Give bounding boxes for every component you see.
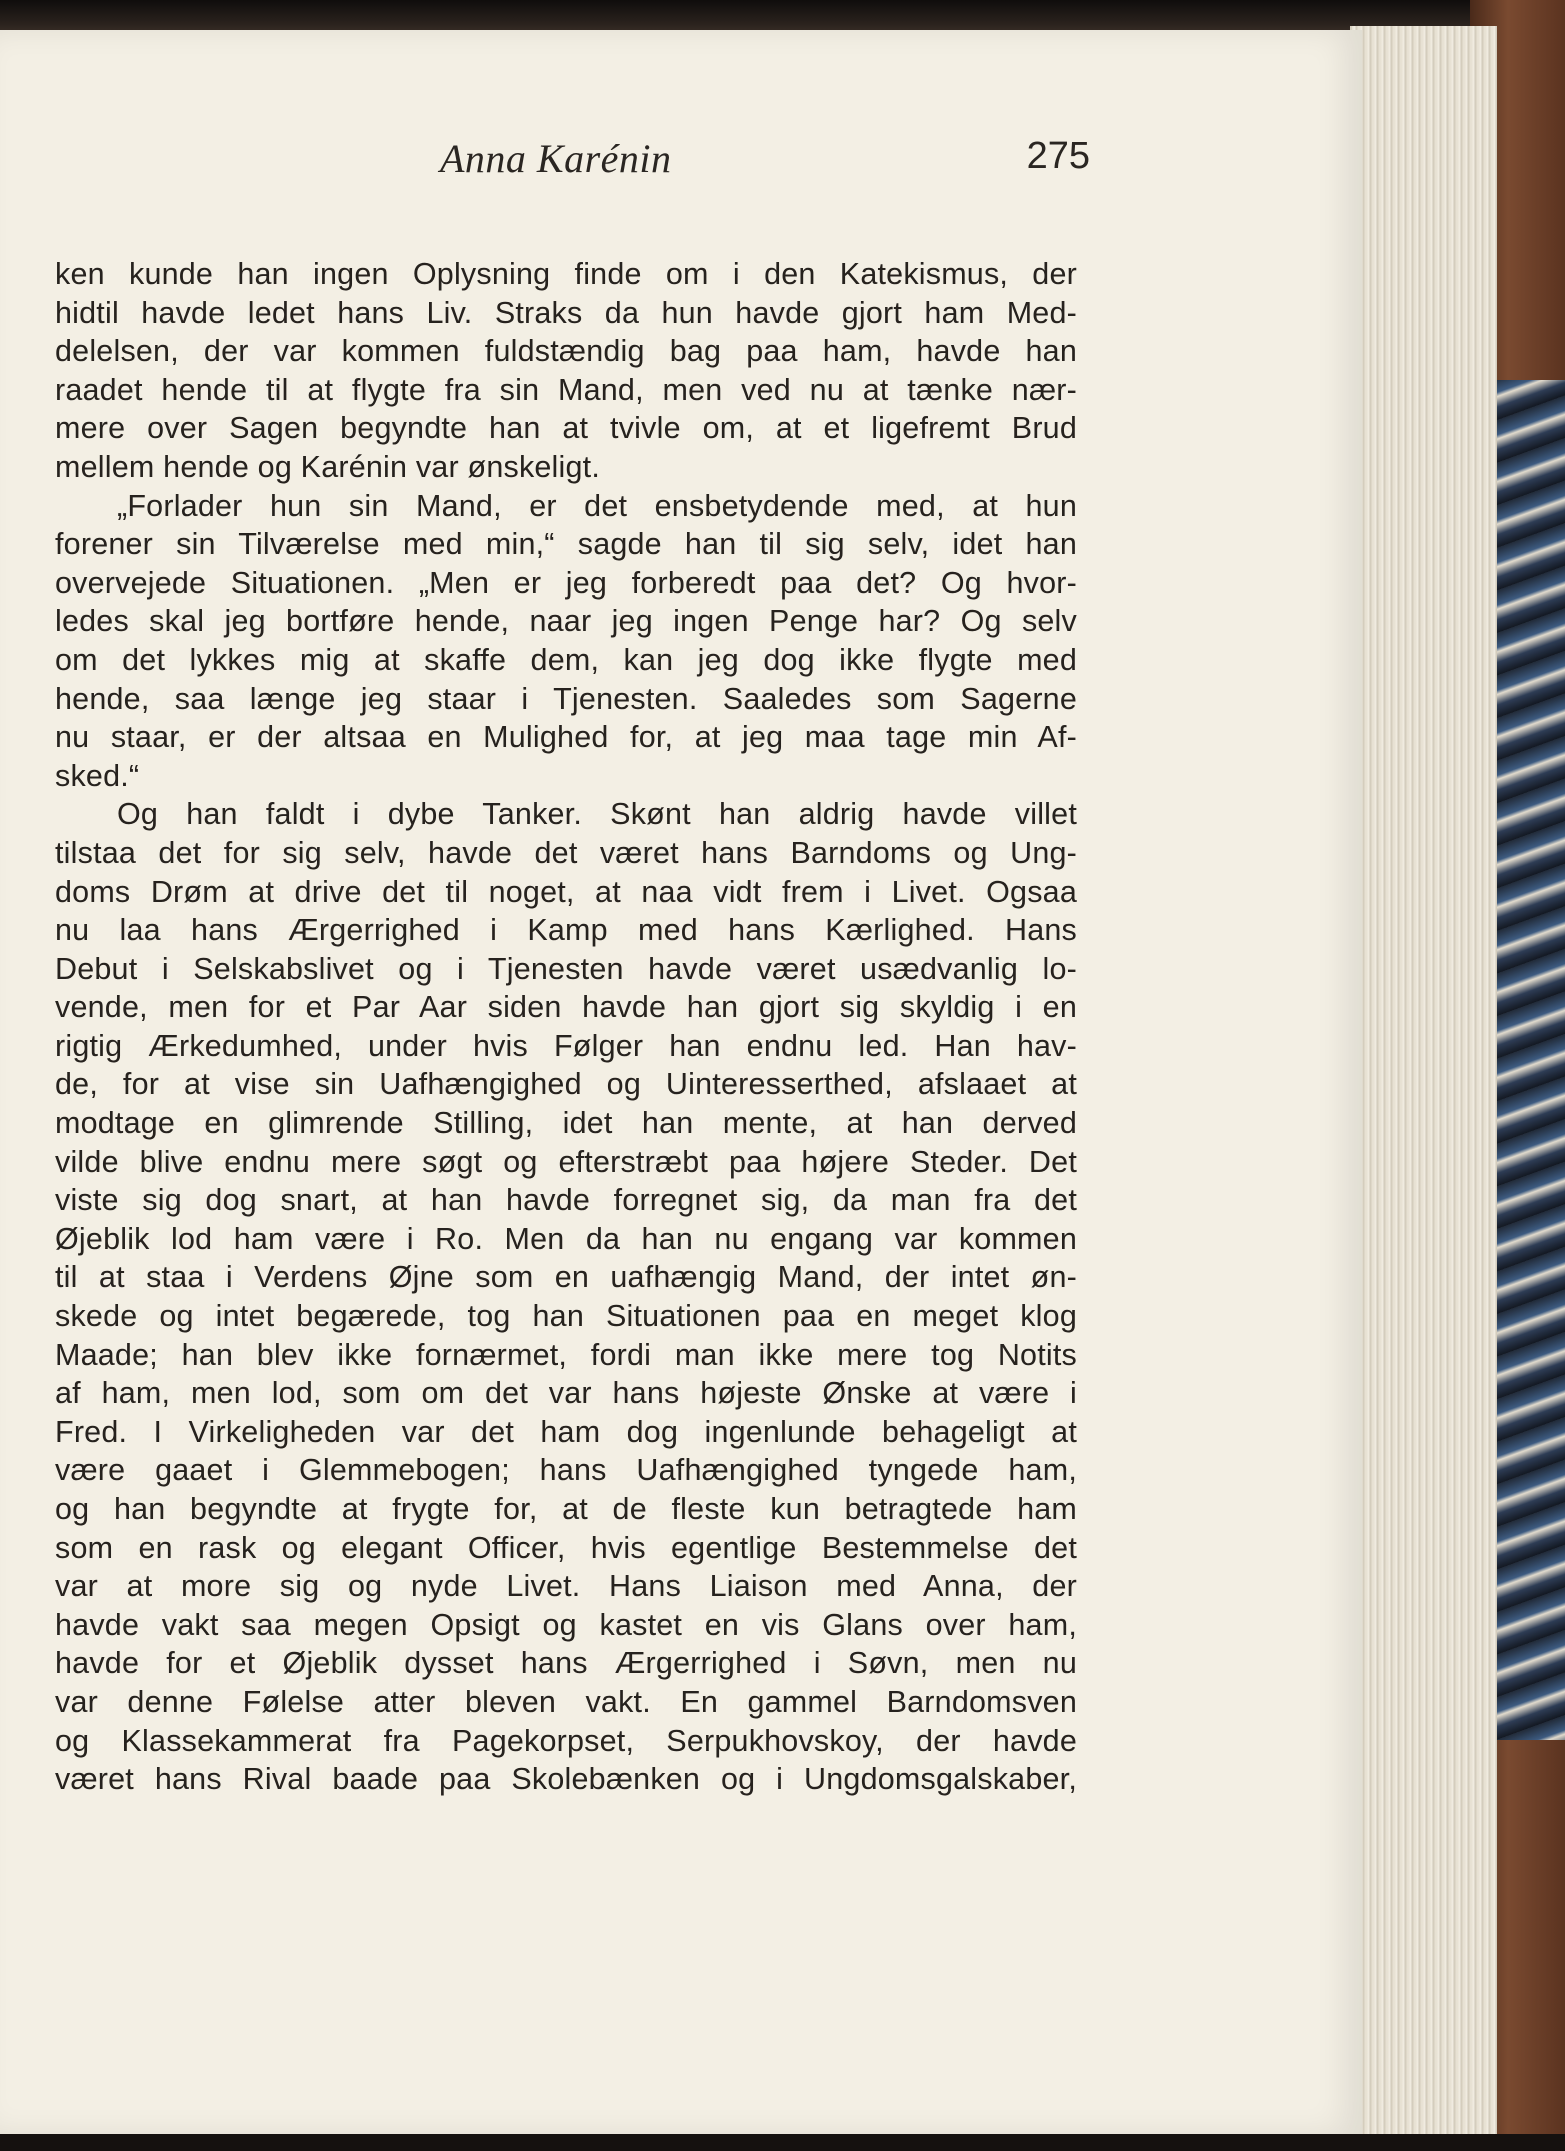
text-line: Øjeblik lod ham være i Ro. Men da han nu engang var kommen bbox=[55, 1221, 1077, 1256]
text-line: raadet hende til at flygte fra sin Mand, men ved nu at tænke nær- bbox=[55, 372, 1077, 407]
text-line: var at more sig og nyde Livet. Hans Liaison med Anna, der bbox=[55, 1569, 1077, 1604]
text-line: Maade; han blev ikke fornærmet, fordi man ikke mere tog Notits bbox=[55, 1337, 1077, 1372]
text-line: til at staa i Verdens Øjne som en uafhængig Mand, der intet øn- bbox=[55, 1260, 1077, 1295]
text-line: Fred. I Virkeligheden var det ham dog ingenlunde behageligt at bbox=[55, 1414, 1077, 1449]
text-line: nu laa hans Ærgerrighed i Kamp med hans Kærlighed. Hans bbox=[55, 913, 1077, 948]
text-line: hende, saa længe jeg staar i Tjenesten. Saaledes som Sagerne bbox=[55, 681, 1077, 716]
text-line: af ham, men lod, som om det var hans højeste Ønske at være i bbox=[55, 1376, 1077, 1411]
text-line: viste sig dog snart, at han havde forregnet sig, da man fra det bbox=[55, 1183, 1077, 1218]
binding-top-edge bbox=[0, 0, 1565, 34]
text-line: overvejede Situationen. „Men er jeg forberedt paa det? Og hvor- bbox=[55, 565, 1077, 600]
text-line: være gaaet i Glemmebogen; hans Uafhængighed tyngede ham, bbox=[55, 1453, 1077, 1488]
text-line: havde vakt saa megen Opsigt og kastet en vis Glans over ham, bbox=[55, 1607, 1077, 1642]
marbled-endpaper bbox=[1490, 380, 1565, 1740]
text-line: været hans Rival baade paa Skolebænken og i Ungdomsgalskaber, bbox=[55, 1762, 1077, 1797]
text-line: og han begyndte at frygte for, at de fleste kun betragtede ham bbox=[55, 1492, 1077, 1526]
text-line: vilde blive endnu mere søgt og efterstræbt paa højere Steder. Det bbox=[55, 1144, 1077, 1179]
text-line: ledes skal jeg bortføre hende, naar jeg ingen Penge har? Og selv bbox=[55, 604, 1077, 639]
text-line: hidtil havde ledet hans Liv. Straks da hun havde gjort ham Med- bbox=[55, 295, 1077, 330]
text-line: om det lykkes mig at skaffe dem, kan jeg dog ikke flygte med bbox=[55, 642, 1077, 677]
text-line: havde for et Øjeblik dysset hans Ærgerrighed i Søvn, men nu bbox=[55, 1646, 1077, 1681]
text-line: modtage en glimrende Stilling, idet han mente, at han derved bbox=[55, 1106, 1077, 1141]
running-title: Anna Karénin bbox=[440, 136, 672, 181]
page-number: 275 bbox=[1026, 135, 1090, 177]
text-line: og Klassekammerat fra Pagekorpset, Serpukhovskoy, der havde bbox=[55, 1723, 1077, 1758]
text-line: var denne Følelse atter bleven vakt. En gammel Barndomsven bbox=[55, 1684, 1077, 1719]
text-line: doms Drøm at drive det til noget, at naa vidt frem i Livet. Ogsaa bbox=[55, 874, 1077, 909]
text-line: sked.“ bbox=[55, 758, 140, 793]
text-line: vende, men for et Par Aar siden havde han gjort sig skyldig i en bbox=[55, 990, 1077, 1025]
text-line: Og han faldt i dybe Tanker. Skønt han aldrig havde villet bbox=[117, 797, 1077, 832]
page-stack-edge bbox=[1350, 26, 1497, 2136]
text-line: forener sin Tilværelse med min,“ sagde han til sig selv, idet han bbox=[55, 527, 1077, 562]
text-line: delelsen, der var kommen fuldstændig bag paa ham, havde han bbox=[55, 334, 1077, 369]
running-head bbox=[60, 135, 1090, 195]
text-line: nu staar, er der altsaa en Mulighed for, at jeg maa tage min Af- bbox=[55, 720, 1077, 755]
text-line: Debut i Selskabslivet og i Tjenesten havde været usædvanlig lo- bbox=[55, 951, 1077, 986]
text-line: skede og intet begærede, tog han Situationen paa en meget klog bbox=[55, 1299, 1077, 1334]
text-line: de, for at vise sin Uafhængighed og Uinteresserthed, afslaaet at bbox=[55, 1067, 1077, 1102]
text-line: mellem hende og Karénin var ønskeligt. bbox=[55, 449, 601, 484]
body-text bbox=[55, 255, 1077, 1799]
text-line: som en rask og elegant Officer, hvis egentlige Bestemmelse det bbox=[55, 1530, 1077, 1565]
text-line: tilstaa det for sig selv, havde det været hans Barndoms og Ung- bbox=[55, 835, 1077, 870]
text-line: rigtig Ærkedumhed, under hvis Følger han endnu led. Han hav- bbox=[55, 1028, 1077, 1063]
text-line: ken kunde han ingen Oplysning finde om i den Katekismus, der bbox=[55, 257, 1077, 291]
text-line: mere over Sagen begyndte han at tvivle om, at et ligefremt Brud bbox=[55, 411, 1077, 446]
binding-bottom-edge bbox=[0, 2134, 1565, 2151]
text-line: „Forlader hun sin Mand, er det ensbetydende med, at hun bbox=[117, 488, 1077, 523]
